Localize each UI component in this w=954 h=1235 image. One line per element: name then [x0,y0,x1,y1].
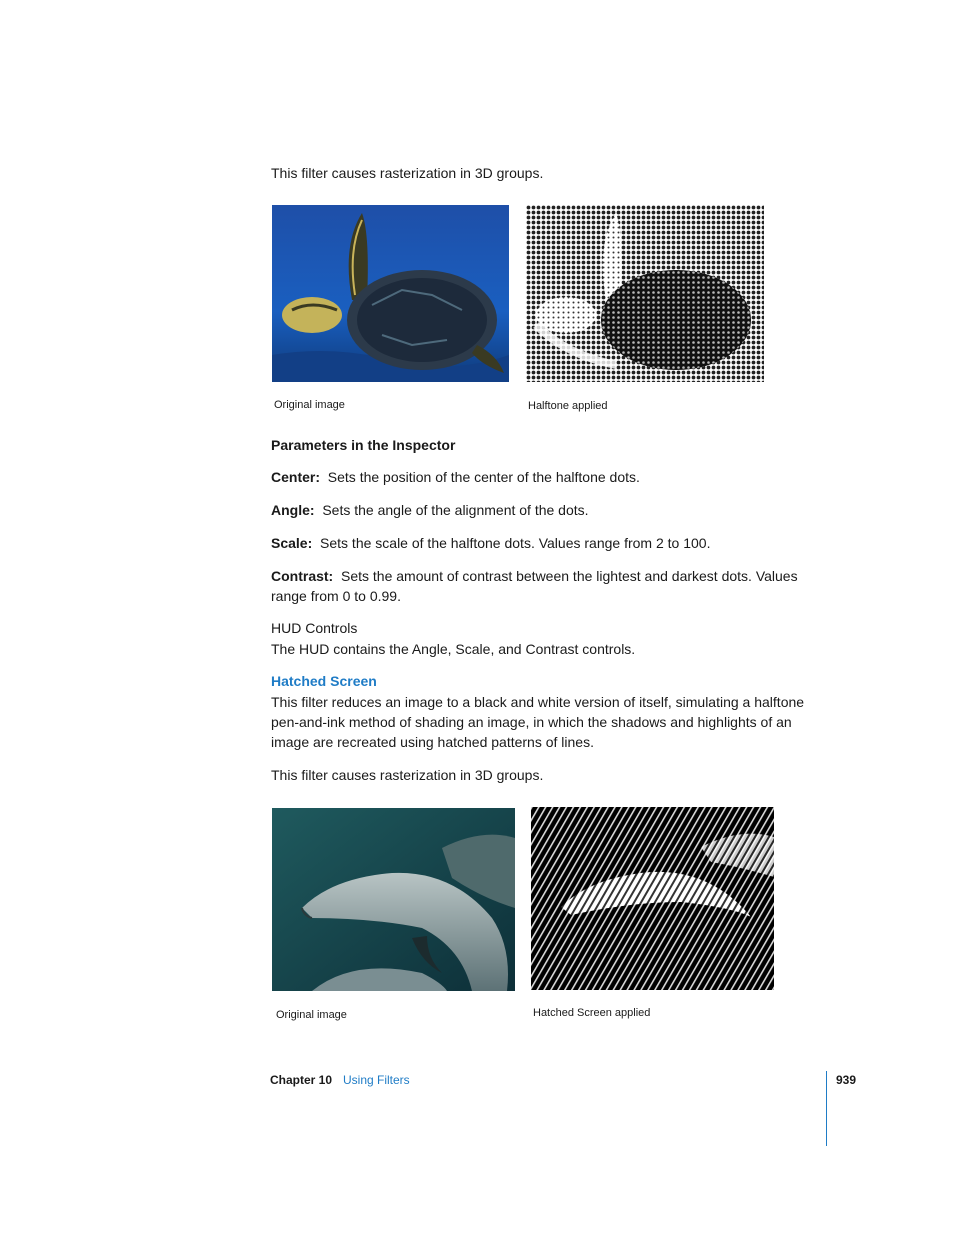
param-scale [271,533,831,553]
dolphin-photo [272,808,515,991]
sea-turtle-halftone [526,205,764,382]
param-center-text: Sets the position of the center of the halftone dots. [327,469,640,485]
dolphin-hatched [531,807,774,990]
param-scale-label: Scale: [271,535,313,551]
param-contrast-label: Contrast: [271,568,334,584]
param-angle [271,500,831,520]
hatched-heading: Hatched Screen [271,673,377,689]
figure1-left-caption: Original image [274,399,345,411]
figure2-right-caption: Hatched Screen applied [533,1007,651,1019]
hatched-raster-note: This filter causes rasterization in 3D groups. [271,767,544,783]
inspector-heading: Parameters in the Inspector [271,437,456,453]
figure1-right-caption: Halftone applied [528,400,608,412]
hud-text: The HUD contains the Angle, Scale, and Contrast controls. [271,641,636,657]
param-angle-label: Angle: [271,502,315,518]
figure2-left-caption: Original image [276,1009,347,1021]
param-center-label: Center: [271,469,321,485]
footer-chapter: Chapter 10 [270,1073,333,1087]
param-angle-text: Sets the angle of the alignment of the dots. [322,502,589,518]
hud-heading: HUD Controls [271,620,358,636]
param-contrast [271,566,831,606]
footer-rule [826,1071,827,1146]
footer-chapter-title[interactable]: Using Filters [343,1073,410,1087]
intro-text: This filter causes rasterization in 3D groups. [271,165,544,181]
param-contrast-text: Sets the amount of contrast between the lightest and darkest dots. Values range from 0 to 0.99. [271,568,798,604]
hatched-text: This filter reduces an image to a black and white version of itself, simulating a halftone pen-and-ink method of shading an image, in which the shadows and highlights of an image are recreated using hatched patterns of lines. [271,694,805,750]
sea-turtle-photo [272,205,509,382]
page-number: 939 [836,1073,857,1087]
param-scale-text: Sets the scale of the halftone dots. Values range from 2 to 100. [320,535,711,551]
param-center [271,467,831,487]
